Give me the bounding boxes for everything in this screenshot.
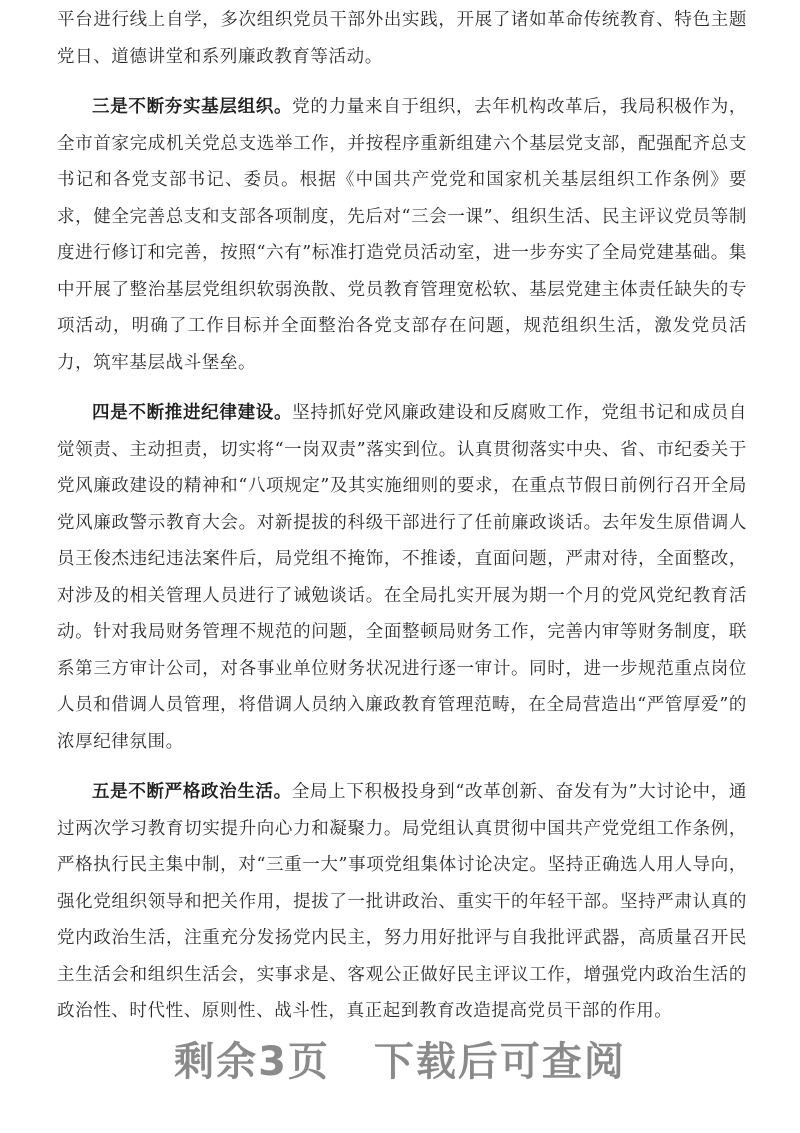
paragraph-lead: 三是不断夯实基层组织。 bbox=[92, 97, 293, 117]
paragraph-lead: 五是不断严格政治生活。 bbox=[92, 782, 292, 802]
paragraph-discipline bbox=[57, 395, 747, 760]
paragraph-lead: 四是不断推进纪律建设。 bbox=[92, 403, 293, 423]
paragraph-text: 坚持抓好党风廉政建设和反腐败工作，党组书记和成员自觉领责、主动担责，切实将“一岗双责”落实到位。认真贯彻落实中央、省、市纪委关于党风廉政建设的精神和“八项规定”及其实施细则的要求，在重点节假日前例行召开全局党风廉政警示教育大会。对新提拔的科级干部进行了任前廉政谈话。去年发生原借调人员王俊杰违纪违法案件后，局党组不掩饰，不推诿，直面问题，严肃对待，全面整改，对涉及的相关管理人员进行了诫勉谈话。在全局扎实开展为期一个月的党风党纪教育活动。针对我局财务管理不规范的问题，全面整顿局财务工作，完善内审等财务制度，联系第三方审计公司，对各事业单位财务状况进行逐一审计。同时，进一步规范重点岗位人员和借调人员管理，将借调人员纳入廉政教育管理范畴，在全局营造出“严管厚爱”的浓厚纪律氛围。 bbox=[57, 403, 747, 752]
remaining-pages-text: 剩余3页 bbox=[174, 1039, 330, 1085]
paragraph-text: 平台进行线上自学，多次组织党员干部外出实践，开展了诸如革命传统教育、特色主题党日、道德讲堂和系列廉政教育等活动。 bbox=[57, 10, 747, 67]
download-to-view-text: 下载后可查阅 bbox=[373, 1039, 626, 1085]
paragraph-political-life bbox=[57, 774, 747, 1030]
paragraph-text: 党的力量来自于组织，去年机构改革后，我局积极作为，全市首家完成机关党总支选举工作，并按程序重新组建六个基层党支部，配强配齐总支书记和各党支部书记、委员。根据《中国共产党党和国家机关基层组织工作条例》要求，健全完善总支和支部各项制度，先后对“三会一课”、组织生活、民主评议党员等制度进行修订和完善，按照“六有”标准打造党员活动室，进一步夯实了全局党建基础。集中开展了整治基层党组织软弱涣散、党员教育管理宽松软、基层党建主体责任缺失的专项活动，明确了工作目标并全面整治各党支部存在问题，规范组织生活，激发党员活力，筑牢基层战斗堡垒。 bbox=[57, 97, 747, 373]
document-body bbox=[57, 2, 747, 1044]
paragraph-continuation bbox=[57, 2, 747, 75]
remaining-pages-banner[interactable] bbox=[0, 1030, 800, 1087]
paragraph-basic-organization bbox=[57, 89, 747, 381]
paragraph-text: 全局上下积极投身到“改革创新、奋发有为”大讨论中，通过两次学习教育切实提升向心力和凝聚力。局党组认真贯彻中国共产党党组工作条例，严格执行民主集中制，对“三重一大”事项党组集体讨论决定。坚持正确选人用人导向，强化党组织领导和把关作用，提拔了一批讲政治、重实干的年轻干部。坚持严肃认真的党内政治生活，注重充分发扬党内民主，努力用好批评与自我批评武器，高质量召开民主生活会和组织生活会，实事求是、客观公正做好民主评议工作，增强党内政治生活的政治性、时代性、原则性、战斗性，真正起到教育改造提高党员干部的作用。 bbox=[57, 782, 747, 1021]
